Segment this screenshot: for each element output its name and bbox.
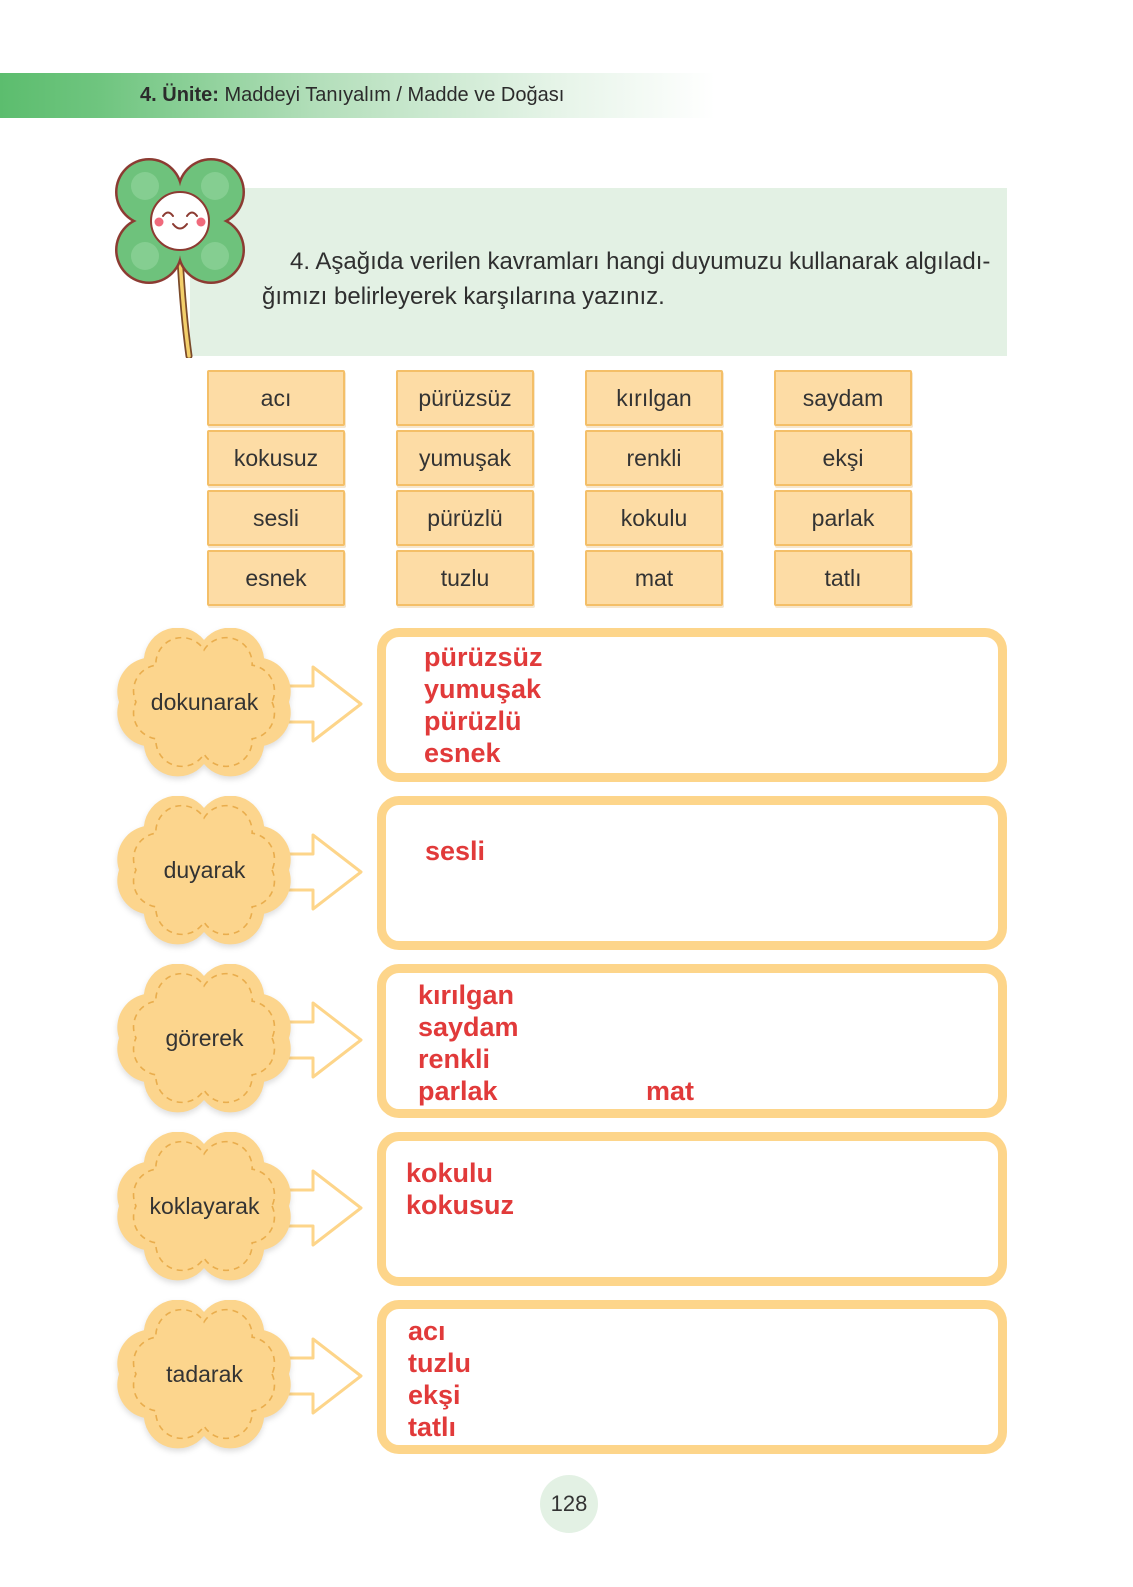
answer-list [424, 641, 543, 769]
arrow-right-icon [285, 1168, 365, 1248]
sense-label: dokunarak [150, 689, 259, 715]
word-card: kırılgan [585, 370, 723, 426]
word-card: tatlı [774, 550, 912, 606]
question-line-1 [290, 246, 990, 278]
unit-number: 4. [140, 84, 157, 106]
answer-text: mat [646, 1076, 695, 1106]
flower-mascot-icon [105, 152, 255, 358]
answer-text: tatlı [408, 1412, 457, 1442]
arrow-right-icon [285, 832, 365, 912]
answer-text: kokulu [406, 1158, 494, 1188]
arrow-right-icon [285, 1336, 365, 1416]
question-box [190, 188, 1007, 356]
answer-text: kokusuz [406, 1190, 515, 1220]
answer-text: pürüzsüz [424, 642, 543, 672]
question-number: 4. [290, 248, 311, 275]
arrow-right-icon [285, 1000, 365, 1080]
sense-label: tadarak [166, 1361, 243, 1387]
word-card: pürüzsüz [396, 370, 534, 426]
answer-text: acı [408, 1316, 446, 1346]
word-card: esnek [207, 550, 345, 606]
word-card: acı [207, 370, 345, 426]
sense-label: koklayarak [149, 1193, 260, 1219]
word-card: renkli [585, 430, 723, 486]
unit-title: Maddeyi Tanıyalım / Madde ve Doğası [224, 84, 565, 106]
answer-text: saydam [418, 1012, 519, 1042]
sense-row-taste [0, 1300, 1133, 1454]
sense-row-hearing [0, 796, 1133, 950]
question-text-line-2: ğımızı belirleyerek karşılarına yazınız. [262, 283, 665, 310]
answer-text: ekşi [408, 1380, 461, 1410]
answer-list [425, 835, 485, 867]
answer-text: pürüzlü [424, 706, 522, 736]
arrow-right-icon [285, 664, 365, 744]
word-card: tuzlu [396, 550, 534, 606]
answer-text: parlak [418, 1076, 498, 1106]
answer-box [377, 628, 1007, 782]
unit-header [140, 73, 564, 118]
answer-list [408, 1315, 471, 1443]
word-card: parlak [774, 490, 912, 546]
word-card: kokusuz [207, 430, 345, 486]
answer-box [377, 1300, 1007, 1454]
answer-text: renkli [418, 1044, 491, 1074]
answer-list [406, 1157, 514, 1221]
sense-row-touch [0, 628, 1133, 782]
answer-list [418, 979, 519, 1107]
word-card: saydam [774, 370, 912, 426]
answer-text: kırılgan [418, 980, 515, 1010]
sense-row-smell [0, 1132, 1133, 1286]
word-card: sesli [207, 490, 345, 546]
sense-label: duyarak [163, 857, 246, 883]
answer-text: yumuşak [424, 674, 542, 704]
sense-row-sight [0, 964, 1133, 1118]
word-cards [207, 370, 912, 606]
answer-box [377, 796, 1007, 950]
answer-text: sesli [425, 836, 486, 866]
page-number: 128 [540, 1475, 598, 1533]
word-card: yumuşak [396, 430, 534, 486]
word-card: kokulu [585, 490, 723, 546]
answer-box [377, 964, 1007, 1118]
unit-label: Ünite: [162, 84, 219, 106]
question-text-line-1: Aşağıda verilen kavramları hangi duyumuzu kullanarak algıladı- [315, 248, 991, 275]
word-card: pürüzlü [396, 490, 534, 546]
word-card: ekşi [774, 430, 912, 486]
word-card: mat [585, 550, 723, 606]
answer-text: tuzlu [408, 1348, 471, 1378]
answer-box [377, 1132, 1007, 1286]
unit-header-band [0, 73, 715, 118]
answer-text: esnek [424, 738, 501, 768]
sense-label: görerek [165, 1025, 244, 1051]
